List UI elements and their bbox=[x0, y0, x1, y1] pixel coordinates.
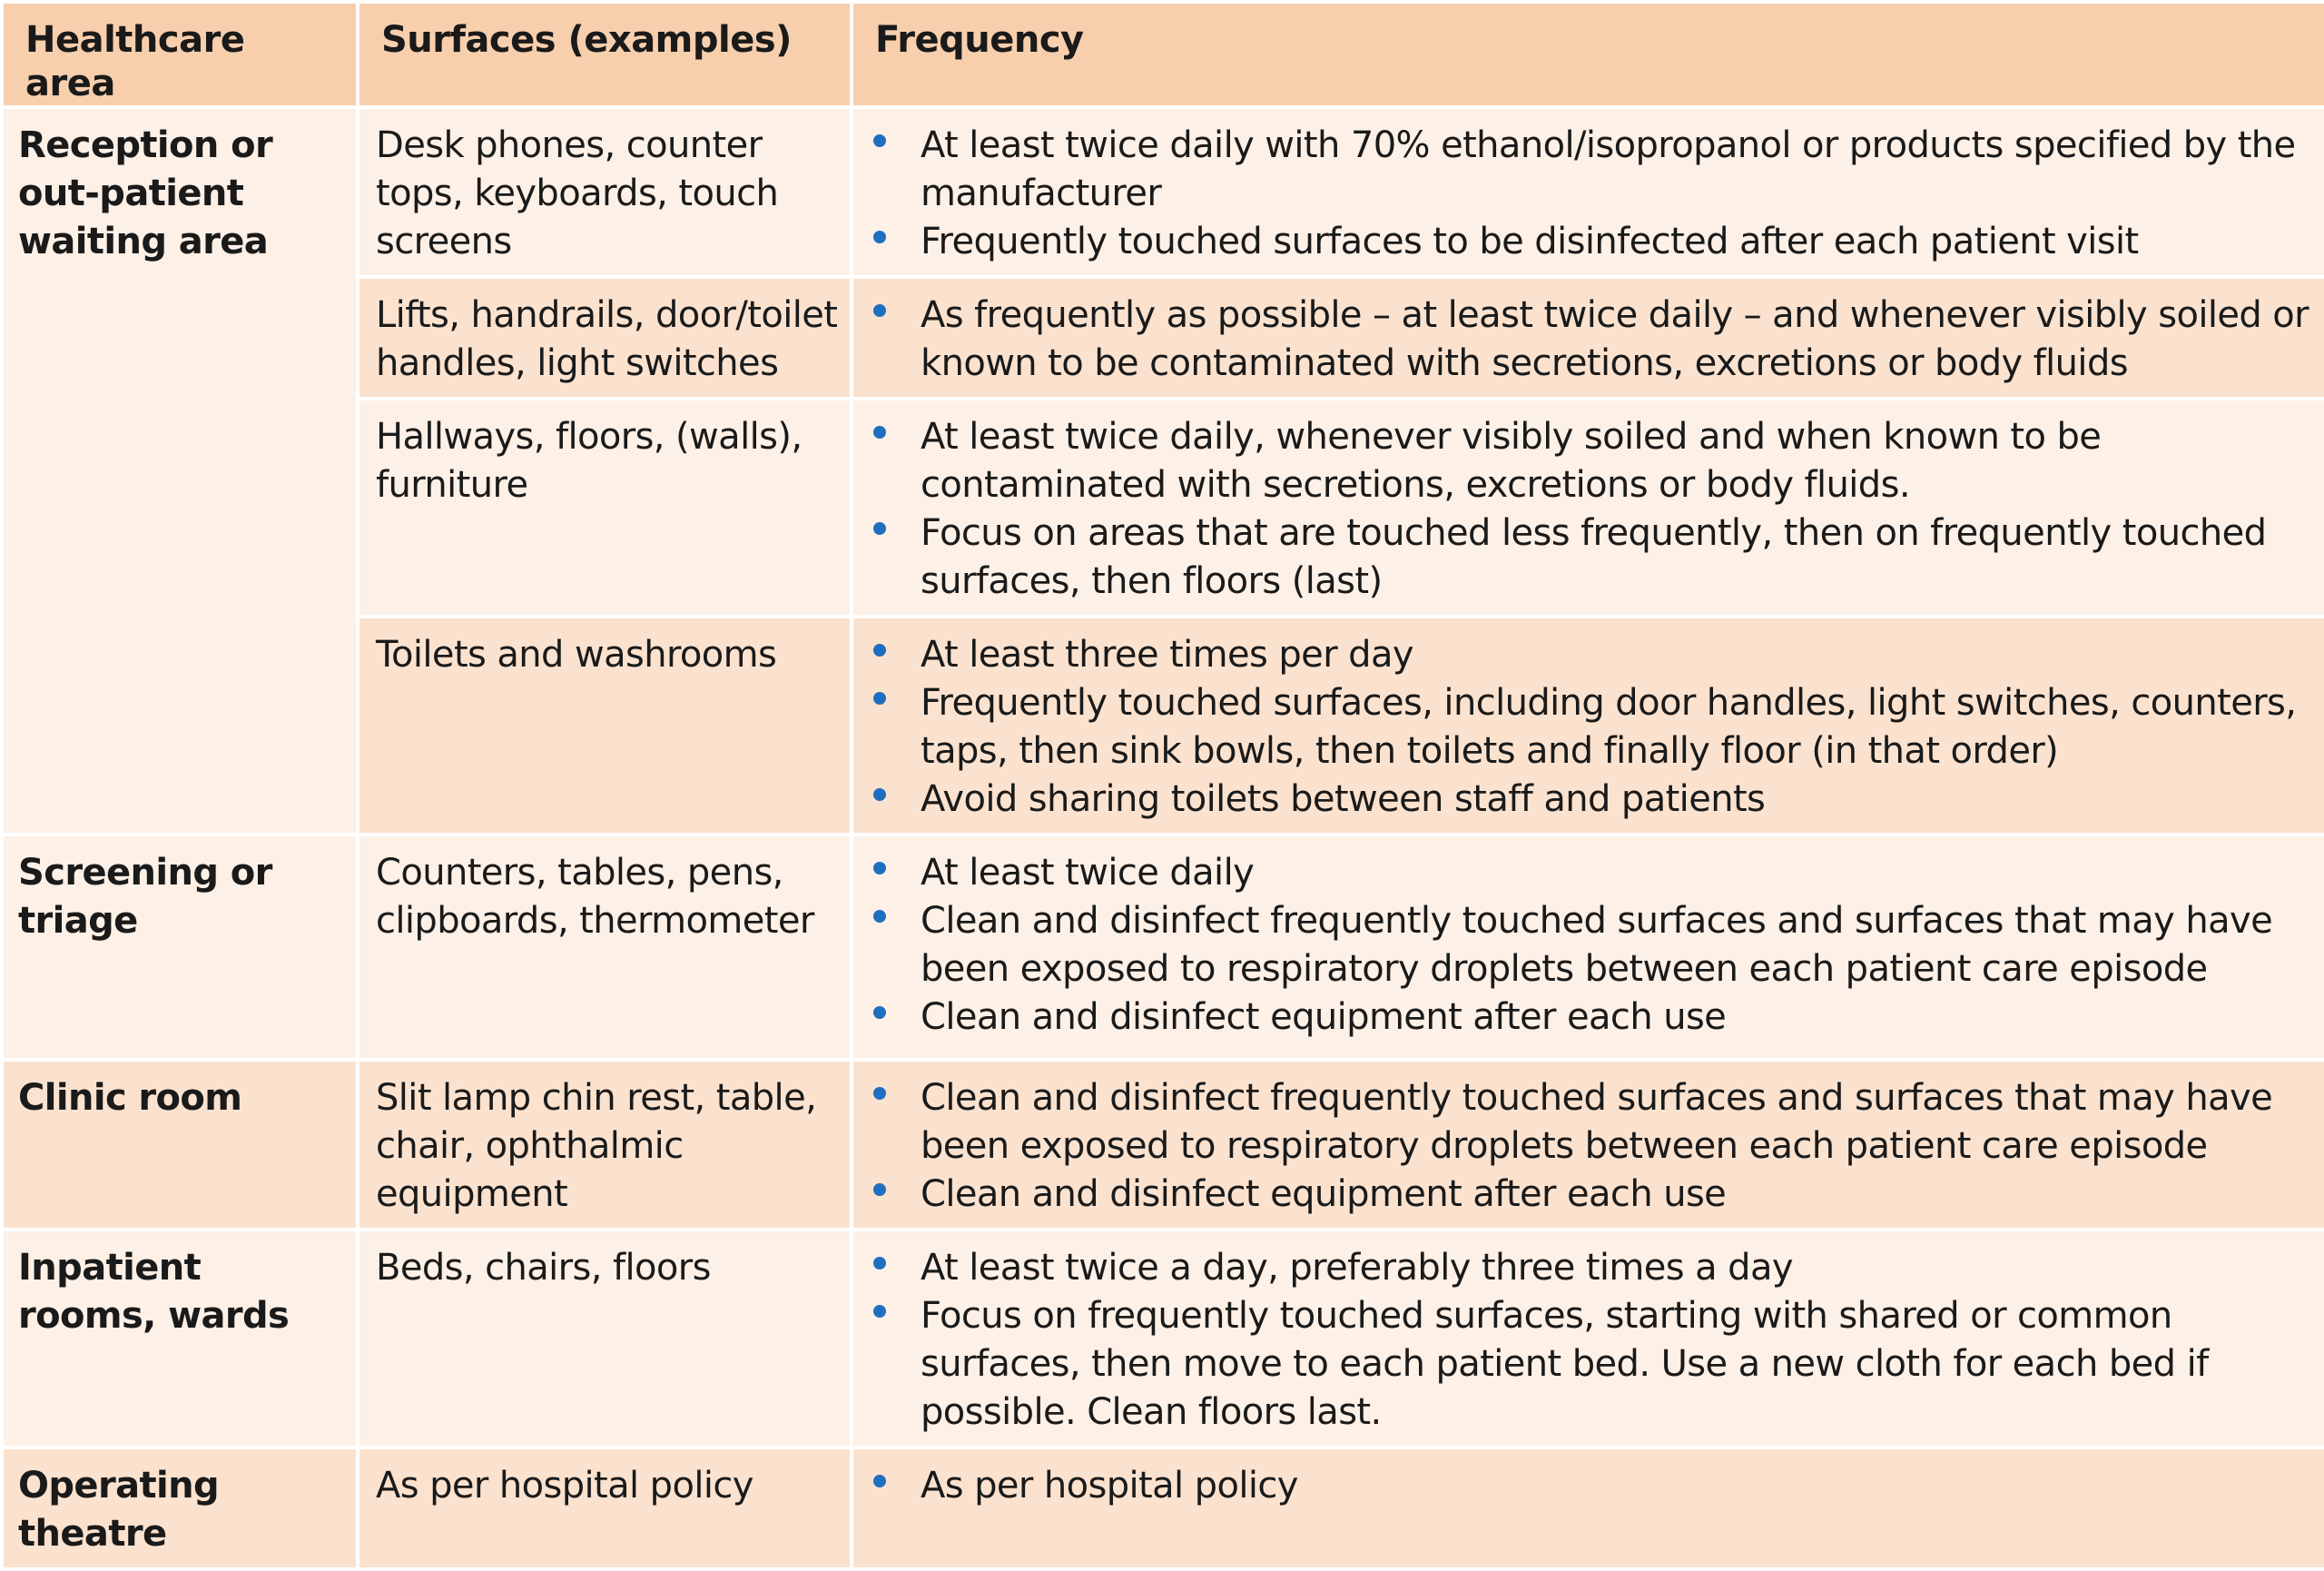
list-item bbox=[870, 218, 2313, 266]
bullet-icon bbox=[873, 788, 886, 801]
list-item bbox=[870, 413, 2313, 509]
bullet-icon bbox=[873, 862, 886, 874]
frequency-list bbox=[870, 122, 2313, 266]
frequency-cell bbox=[852, 1447, 2324, 1569]
area-cell-reception: Reception or out-patient waiting area bbox=[2, 107, 358, 835]
bullet-icon bbox=[873, 1257, 886, 1270]
list-item bbox=[870, 1462, 2313, 1510]
list-item-text: At least twice daily with 70% ethanol/isopropanol or products specified by the manufacturer bbox=[921, 124, 2296, 214]
header-frequency: Frequency bbox=[852, 2, 2324, 107]
bullet-icon bbox=[873, 1475, 886, 1487]
bullet-icon bbox=[873, 1305, 886, 1318]
frequency-list bbox=[870, 1462, 2313, 1510]
frequency-list bbox=[870, 291, 2313, 388]
surfaces-cell: Hallways, floors, (walls), furniture bbox=[358, 399, 852, 617]
table-row bbox=[2, 1230, 2324, 1447]
header-healthcare-area: Healthcare area bbox=[2, 2, 358, 107]
frequency-list bbox=[870, 1074, 2313, 1219]
list-item-text: As frequently as possible – at least twice daily – and whenever visibly soiled or known to be contaminated with secretions, excretions or body fluids bbox=[921, 294, 2309, 384]
list-item-text: At least three times per day bbox=[921, 634, 1413, 676]
frequency-cell bbox=[852, 277, 2324, 399]
frequency-cell bbox=[852, 1230, 2324, 1447]
frequency-cell bbox=[852, 617, 2324, 835]
surfaces-cell: Desk phones, counter tops, keyboards, touch screens bbox=[358, 107, 852, 277]
surfaces-cell: Toilets and washrooms bbox=[358, 617, 852, 835]
list-item-text: Clean and disinfect frequently touched surfaces and surfaces that may have been exposed to respiratory droplets between each patient care episode bbox=[921, 900, 2273, 990]
area-cell-clinic: Clinic room bbox=[2, 1060, 358, 1230]
bullet-icon bbox=[873, 426, 886, 439]
bullet-icon bbox=[873, 1183, 886, 1196]
list-item bbox=[870, 776, 2313, 824]
list-item-text: Focus on frequently touched surfaces, starting with shared or common surfaces, then move to each patient bed. Use a new cloth for each bed if possible. Clean floors last. bbox=[921, 1295, 2209, 1433]
table-header-row bbox=[2, 2, 2324, 107]
list-item bbox=[870, 679, 2313, 776]
list-item bbox=[870, 1074, 2313, 1171]
bullet-icon bbox=[873, 231, 886, 243]
list-item bbox=[870, 1292, 2313, 1437]
frequency-list bbox=[870, 1244, 2313, 1437]
list-item bbox=[870, 631, 2313, 679]
frequency-list bbox=[870, 849, 2313, 1042]
list-item-text: Clean and disinfect equipment after each use bbox=[921, 1173, 1727, 1215]
list-item-text: Avoid sharing toilets between staff and patients bbox=[921, 778, 1766, 820]
frequency-cell bbox=[852, 399, 2324, 617]
list-item-text: At least twice daily bbox=[921, 852, 1255, 894]
bullet-icon bbox=[873, 522, 886, 535]
area-cell-operating: Operating theatre bbox=[2, 1447, 358, 1569]
surfaces-cell: Counters, tables, pens, clipboards, thermometer bbox=[358, 835, 852, 1060]
area-cell-inpatient: Inpatient rooms, wards bbox=[2, 1230, 358, 1447]
area-cell-screening: Screening or triage bbox=[2, 835, 358, 1060]
list-item-text: Clean and disinfect frequently touched surfaces and surfaces that may have been exposed to respiratory droplets between each patient care episode bbox=[921, 1077, 2273, 1167]
table-row bbox=[2, 1060, 2324, 1230]
surfaces-cell: Beds, chairs, floors bbox=[358, 1230, 852, 1447]
bullet-icon bbox=[873, 644, 886, 657]
list-item bbox=[870, 122, 2313, 218]
bullet-icon bbox=[873, 692, 886, 705]
list-item-text: Frequently touched surfaces to be disinfected after each patient visit bbox=[921, 221, 2139, 262]
bullet-icon bbox=[873, 134, 886, 147]
list-item bbox=[870, 849, 2313, 897]
list-item-text: Frequently touched surfaces, including door handles, light switches, counters, taps, then sink bowls, then toilets and finally floor (in that order) bbox=[921, 682, 2297, 772]
frequency-list bbox=[870, 631, 2313, 824]
bullet-icon bbox=[873, 910, 886, 923]
list-item-text: Clean and disinfect equipment after each use bbox=[921, 996, 1727, 1038]
list-item-text: As per hospital policy bbox=[921, 1465, 1298, 1507]
surfaces-cell: Slit lamp chin rest, table, chair, ophthalmic equipment bbox=[358, 1060, 852, 1230]
frequency-cell bbox=[852, 835, 2324, 1060]
list-item bbox=[870, 509, 2313, 606]
list-item-text: At least twice daily, whenever visibly soiled and when known to be contaminated with secretions, excretions or body fluids. bbox=[921, 416, 2102, 506]
surfaces-cell: Lifts, handrails, door/toilet handles, light switches bbox=[358, 277, 852, 399]
table-row bbox=[2, 107, 2324, 277]
frequency-list bbox=[870, 413, 2313, 606]
surfaces-cell: As per hospital policy bbox=[358, 1447, 852, 1569]
list-item-text: At least twice a day, preferably three times a day bbox=[921, 1247, 1793, 1289]
list-item bbox=[870, 897, 2313, 993]
frequency-cell bbox=[852, 1060, 2324, 1230]
list-item bbox=[870, 1244, 2313, 1292]
list-item bbox=[870, 993, 2313, 1042]
bullet-icon bbox=[873, 1087, 886, 1100]
bullet-icon bbox=[873, 304, 886, 317]
bullet-icon bbox=[873, 1006, 886, 1019]
frequency-cell bbox=[852, 107, 2324, 277]
list-item bbox=[870, 291, 2313, 388]
list-item bbox=[870, 1171, 2313, 1219]
table-row bbox=[2, 1447, 2324, 1569]
list-item-text: Focus on areas that are touched less frequently, then on frequently touched surfaces, then floors (last) bbox=[921, 512, 2267, 602]
table-row bbox=[2, 835, 2324, 1060]
header-surfaces: Surfaces (examples) bbox=[358, 2, 852, 107]
